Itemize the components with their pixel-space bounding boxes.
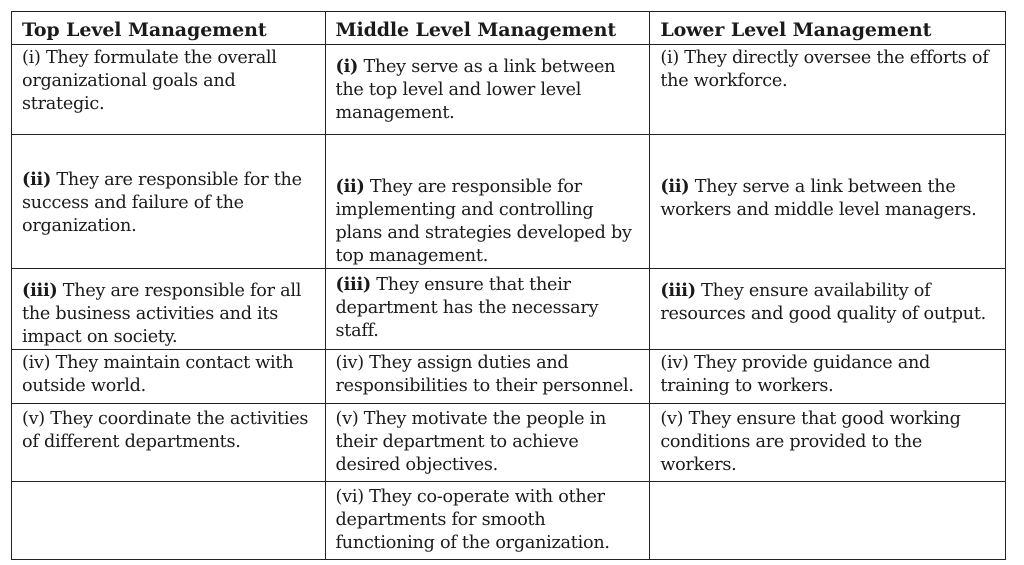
cell-text: They serve as a link between the top level and lower level management.	[335, 57, 616, 123]
cell-text: They formulate the overall organizational goals and strategic.	[22, 48, 277, 114]
header-row	[12, 12, 1006, 45]
table-row	[12, 135, 1006, 269]
header-middle-level: Middle Level Management	[325, 12, 650, 45]
roman-numeral: (iii)	[335, 274, 371, 295]
table-cell	[12, 404, 326, 482]
roman-numeral: (v)	[22, 409, 45, 429]
table-row	[12, 269, 1006, 350]
roman-numeral: (vi)	[335, 487, 364, 507]
table-cell	[650, 269, 1006, 350]
table-cell	[12, 269, 326, 350]
roman-numeral: (ii)	[660, 176, 690, 197]
cell-text: They serve a link between the workers and middle level managers.	[660, 177, 977, 220]
table-cell	[325, 482, 650, 560]
cell-text: They co-operate with other departments for smooth functioning of the organization.	[335, 487, 610, 553]
table-cell	[12, 482, 326, 560]
cell-text: They maintain contact with outside world.	[22, 353, 294, 396]
roman-numeral: (i)	[335, 56, 359, 77]
roman-numeral: (v)	[335, 409, 359, 429]
table-cell	[650, 45, 1006, 135]
header-top-level: Top Level Management	[12, 12, 326, 45]
table-cell	[650, 404, 1006, 482]
table-cell	[325, 45, 650, 135]
cell-text: They are responsible for implementing and controlling plans and strategies developed by top management.	[335, 177, 632, 266]
table-cell	[325, 269, 650, 350]
roman-numeral: (iii)	[22, 280, 58, 301]
roman-numeral: (ii)	[22, 169, 52, 190]
cell-text: They directly oversee the efforts of the workforce.	[660, 48, 989, 91]
table-cell	[650, 350, 1006, 404]
table-row	[12, 45, 1006, 135]
roman-numeral: (i)	[660, 48, 679, 68]
roman-numeral: (iv)	[22, 353, 51, 373]
table-cell	[12, 350, 326, 404]
header-lower-level: Lower Level Management	[650, 12, 1006, 45]
table-cell	[325, 404, 650, 482]
cell-text: They ensure availability of resources and good quality of output.	[660, 281, 987, 324]
table-row	[12, 482, 1006, 560]
table-cell	[325, 135, 650, 269]
cell-text: They coordinate the activities of different departments.	[22, 409, 309, 452]
cell-text: They ensure that good working conditions are provided to the workers.	[660, 409, 961, 475]
table-cell	[650, 482, 1006, 560]
table-row	[12, 350, 1006, 404]
roman-numeral: (ii)	[335, 176, 365, 197]
table-cell	[12, 45, 326, 135]
cell-text: They are responsible for all the business activities and its impact on society.	[22, 281, 302, 347]
roman-numeral: (v)	[660, 409, 684, 429]
table-row	[12, 404, 1006, 482]
roman-numeral: (iv)	[335, 353, 364, 373]
roman-numeral: (iii)	[660, 280, 696, 301]
cell-text: They assign duties and responsibilities to their personnel.	[335, 353, 634, 396]
management-levels-table	[11, 11, 1006, 560]
table-cell	[325, 350, 650, 404]
cell-text: They provide guidance and training to workers.	[660, 353, 931, 396]
roman-numeral: (i)	[22, 48, 41, 68]
table-cell	[650, 135, 1006, 269]
cell-text: They are responsible for the success and failure of the organization.	[22, 170, 302, 236]
table-cell	[12, 135, 326, 269]
cell-text: They ensure that their department has the necessary staff.	[335, 275, 599, 341]
roman-numeral: (iv)	[660, 353, 689, 373]
cell-text: They motivate the people in their department to achieve desired objectives.	[335, 409, 607, 475]
